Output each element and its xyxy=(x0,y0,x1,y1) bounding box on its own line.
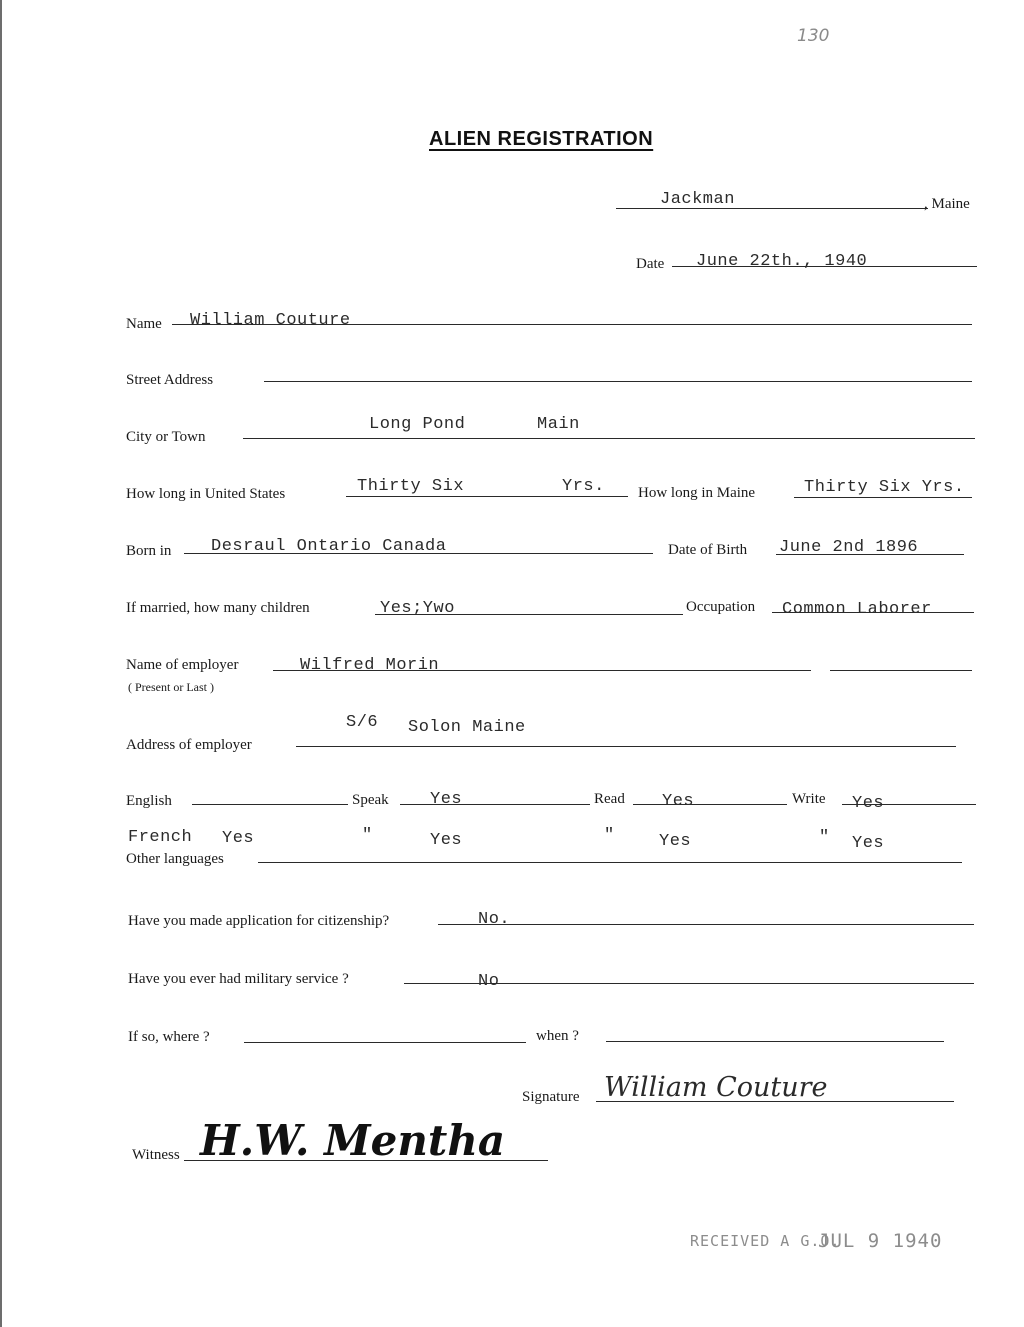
citizenship-line xyxy=(438,924,974,925)
us-residence-label: How long in United States xyxy=(126,486,286,502)
children-value: Yes;Ywo xyxy=(380,599,455,618)
where-label: If so, where ? xyxy=(128,1029,210,1045)
where-line xyxy=(244,1042,526,1043)
signature-label: Signature xyxy=(522,1089,580,1105)
witness-line xyxy=(184,1160,548,1161)
french-speak-value: Yes xyxy=(430,831,463,850)
born-value: Desraul Ontario Canada xyxy=(211,537,447,556)
name-line xyxy=(172,324,972,325)
dob-label: Date of Birth xyxy=(668,542,748,558)
state-label: , Maine xyxy=(924,196,970,212)
date-line xyxy=(672,266,977,267)
speak-label: Speak xyxy=(352,792,389,808)
employer-address-value: Solon Maine xyxy=(408,718,526,737)
present-last-label: ( Present or Last ) xyxy=(128,680,214,694)
city-state-value: Main xyxy=(537,415,580,434)
english-speak-value: Yes xyxy=(430,790,463,809)
received-stamp-date: JUL 9 1940 xyxy=(818,1230,943,1252)
name-value: William Couture xyxy=(190,311,351,330)
date-label: Date xyxy=(636,256,665,272)
town-line xyxy=(616,208,928,209)
write-label: Write xyxy=(792,791,826,807)
ditto-write: " xyxy=(819,828,830,847)
dob-line xyxy=(776,554,964,555)
employer-name-line xyxy=(273,670,811,671)
english-write-value: Yes xyxy=(852,794,885,813)
scan-edge xyxy=(0,0,2,1327)
city-label: City or Town xyxy=(126,429,206,445)
speak-line xyxy=(400,804,590,805)
page-number: 130 xyxy=(797,26,830,46)
employer-name-value: Wilfred Morin xyxy=(300,656,440,675)
received-stamp: RECEIVED A G.O. xyxy=(690,1232,841,1250)
signature-value: William Couture xyxy=(604,1072,828,1103)
ditto-read: " xyxy=(604,826,615,845)
street-label: Street Address xyxy=(126,372,214,388)
us-residence-value: Thirty Six xyxy=(357,477,465,496)
read-line xyxy=(633,804,787,805)
employer-address-line xyxy=(296,746,956,747)
other-languages-label: Other languages xyxy=(126,851,224,867)
employer-name-label: Name of employer xyxy=(126,657,239,673)
citizenship-label: Have you made application for citizenship? xyxy=(128,913,390,929)
write-line xyxy=(842,804,976,805)
ditto-speak: " xyxy=(362,826,373,845)
name-label: Name xyxy=(126,316,162,332)
other-languages-line xyxy=(258,862,962,863)
citizenship-value: No. xyxy=(478,910,511,929)
street-line xyxy=(264,381,972,382)
english-read-value: Yes xyxy=(662,792,695,811)
form-title: ALIEN REGISTRATION xyxy=(429,128,654,150)
witness-signature: H.W. Mentha xyxy=(200,1116,506,1165)
maine-residence-label: How long in Maine xyxy=(638,485,756,501)
signature-line xyxy=(596,1101,954,1102)
town-value: Jackman xyxy=(660,190,735,209)
us-residence-line xyxy=(346,496,628,497)
employer-address-label: Address of employer xyxy=(126,737,252,753)
english-label: English xyxy=(126,793,172,809)
french-label: French xyxy=(128,828,193,847)
city-town-value: Long Pond xyxy=(369,415,466,434)
french-read-value: Yes xyxy=(659,832,692,851)
english-line xyxy=(192,804,348,805)
military-line xyxy=(404,983,974,984)
maine-residence-value: Thirty Six Yrs. xyxy=(804,478,965,497)
french-value: Yes xyxy=(222,829,255,848)
children-label: If married, how many children xyxy=(126,600,310,616)
born-line xyxy=(184,553,653,554)
employer-address-prefix: S/6 xyxy=(346,713,379,732)
children-line xyxy=(375,614,683,615)
occupation-line xyxy=(772,612,974,613)
occupation-value: Common Laborer xyxy=(782,600,932,619)
witness-label: Witness xyxy=(132,1147,180,1163)
read-label: Read xyxy=(594,791,625,807)
military-label: Have you ever had military service ? xyxy=(128,971,349,987)
military-value: No xyxy=(478,972,500,991)
born-label: Born in xyxy=(126,543,172,559)
city-line xyxy=(243,438,975,439)
employer-name-line-end xyxy=(830,670,972,671)
when-line xyxy=(606,1041,944,1042)
occupation-label: Occupation xyxy=(686,599,756,615)
when-label: when ? xyxy=(536,1028,579,1044)
dob-value: June 2nd 1896 xyxy=(779,538,919,557)
maine-residence-line xyxy=(794,497,972,498)
us-residence-unit: Yrs. xyxy=(562,477,605,496)
french-write-value: Yes xyxy=(852,834,885,853)
date-value: June 22th., 1940 xyxy=(696,252,868,271)
